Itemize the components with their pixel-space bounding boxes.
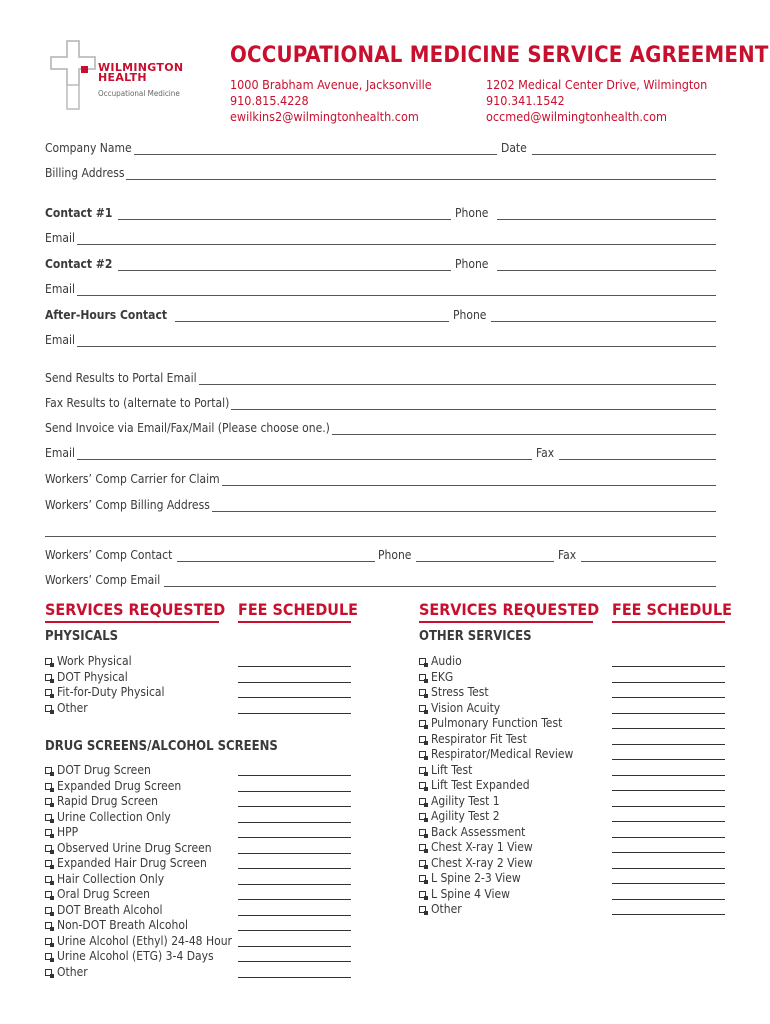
service-item-other[interactable]: [419, 763, 472, 779]
drug-screens-heading: DRUG SCREENS/ALCOHOL SCREENS: [45, 739, 278, 754]
service-item-drug[interactable]: [45, 794, 158, 810]
fee-line[interactable]: [238, 806, 351, 807]
checkbox[interactable]: [419, 689, 426, 696]
fee-line[interactable]: [612, 883, 725, 884]
checkbox[interactable]: [419, 906, 426, 913]
service-item-other[interactable]: [419, 654, 462, 670]
service-item-label: Urine Alcohol (ETG) 3-4 Days: [57, 949, 214, 963]
service-item-label: DOT Breath Alcohol: [57, 902, 163, 917]
service-item-label: Chest X-ray 2 View: [431, 855, 533, 870]
checkbox[interactable]: [419, 705, 426, 712]
invoice-fax-field[interactable]: Fax: [536, 444, 716, 460]
checkbox[interactable]: [45, 705, 52, 712]
page-title: OCCUPATIONAL MEDICINE SERVICE AGREEMENT: [230, 43, 769, 68]
service-item-other[interactable]: [419, 902, 462, 918]
service-item-other[interactable]: [419, 856, 533, 872]
service-item-label: L Spine 4 View: [431, 886, 510, 901]
service-item-label: Respirator/Medical Review: [431, 747, 574, 761]
checkbox[interactable]: [419, 813, 426, 820]
checkbox[interactable]: [419, 782, 426, 789]
fee-line[interactable]: [238, 884, 351, 885]
service-item-drug[interactable]: [45, 825, 78, 841]
checkbox[interactable]: [419, 829, 426, 836]
service-item-label: Lift Test Expanded: [431, 778, 530, 792]
fee-line[interactable]: [238, 930, 351, 931]
service-item-drug[interactable]: [45, 934, 232, 950]
service-item-label: Other: [57, 700, 88, 715]
fee-line[interactable]: [238, 822, 351, 823]
service-item-label: Chest X-ray 1 View: [431, 840, 533, 854]
fee-line[interactable]: [238, 868, 351, 869]
checkbox[interactable]: [45, 891, 52, 898]
checkbox[interactable]: [45, 689, 52, 696]
checkbox[interactable]: [45, 969, 52, 976]
fee-line[interactable]: [238, 946, 351, 947]
contact1-field[interactable]: Contact #1: [45, 204, 451, 220]
wc-carrier-field[interactable]: Workers’ Comp Carrier for Claim: [45, 470, 716, 486]
service-item-label: L Spine 2-3 View: [431, 871, 521, 885]
service-item-label: Pulmonary Function Test: [431, 716, 563, 730]
service-item-label: Audio: [431, 654, 462, 668]
service-item-label: Oral Drug Screen: [57, 887, 150, 901]
fee-line[interactable]: [612, 914, 725, 915]
checkbox[interactable]: [419, 720, 426, 727]
service-item-drug[interactable]: [45, 763, 151, 779]
fee-line[interactable]: [238, 961, 351, 962]
portal-email-field[interactable]: Send Results to Portal Email: [45, 369, 716, 385]
checkbox[interactable]: [419, 751, 426, 758]
date-field[interactable]: Date: [501, 139, 716, 155]
service-item-label: Urine Collection Only: [57, 809, 171, 824]
service-item-other[interactable]: [419, 716, 562, 732]
service-item-drug[interactable]: [45, 779, 181, 795]
fee-line[interactable]: [612, 744, 725, 745]
fee-line[interactable]: [238, 837, 351, 838]
fee-line[interactable]: [612, 697, 725, 698]
service-item-label: Urine Alcohol (Ethyl) 24-48 Hour: [57, 933, 232, 948]
fee-line[interactable]: [612, 790, 725, 791]
address-jacksonville: 1000 Brabham Avenue, Jacksonville 910.815.4228 ewilkins2@wilmingtonhealth.com: [230, 77, 432, 124]
service-item-drug[interactable]: [45, 856, 207, 872]
checkbox[interactable]: [45, 938, 52, 945]
service-item-other[interactable]: [419, 794, 500, 810]
contact2-phone-field[interactable]: Phone: [455, 255, 716, 271]
fee-line[interactable]: [238, 697, 351, 698]
checkbox[interactable]: [419, 875, 426, 882]
checkbox[interactable]: [45, 814, 52, 821]
after-hours-phone-field[interactable]: Phone: [453, 306, 716, 322]
wc-billing-address-line2[interactable]: [45, 521, 716, 537]
services-requested-heading-right: SERVICES REQUESTED: [419, 600, 593, 623]
fee-line[interactable]: [238, 915, 351, 916]
checkbox[interactable]: [45, 658, 52, 665]
service-item-label: Other: [431, 902, 462, 916]
fee-schedule-heading-right: FEE SCHEDULE: [612, 600, 725, 623]
checkbox[interactable]: [45, 907, 52, 914]
checkbox[interactable]: [45, 845, 52, 852]
service-item-drug[interactable]: [45, 872, 164, 888]
checkbox[interactable]: [419, 736, 426, 743]
fee-line[interactable]: [238, 899, 351, 900]
service-item-other[interactable]: [419, 685, 489, 701]
service-item-label: DOT Drug Screen: [57, 763, 151, 777]
service-item-other[interactable]: [419, 887, 510, 903]
service-item-drug[interactable]: [45, 841, 212, 857]
contact2-field[interactable]: Contact #2: [45, 255, 451, 271]
checkbox[interactable]: [45, 876, 52, 883]
checkbox[interactable]: [45, 860, 52, 867]
service-item-other[interactable]: [419, 825, 525, 841]
checkbox[interactable]: [45, 767, 52, 774]
service-item-label: Agility Test 1: [431, 793, 500, 808]
service-item-label: Work Physical: [57, 654, 132, 668]
checkbox[interactable]: [45, 783, 52, 790]
service-item-label: Back Assessment: [431, 824, 526, 839]
physicals-heading: PHYSICALS: [45, 629, 119, 644]
service-item-other[interactable]: [419, 747, 573, 763]
fee-line[interactable]: [238, 977, 351, 978]
service-item-physicals[interactable]: [45, 654, 132, 670]
fee-line[interactable]: [612, 868, 725, 869]
checkbox[interactable]: [45, 798, 52, 805]
checkbox[interactable]: [45, 953, 52, 960]
contact1-phone-field[interactable]: Phone: [455, 204, 716, 220]
service-item-label: Stress Test: [431, 685, 489, 699]
fee-line[interactable]: [238, 853, 351, 854]
company-name-field[interactable]: Company Name: [45, 139, 497, 155]
service-item-label: Non-DOT Breath Alcohol: [57, 918, 188, 932]
service-item-other[interactable]: [419, 778, 530, 794]
after-hours-contact-field[interactable]: After-Hours Contact: [45, 306, 449, 322]
service-item-label: Vision Acuity: [431, 700, 501, 715]
fax-results-field[interactable]: Fax Results to (alternate to Portal): [45, 394, 716, 410]
checkbox[interactable]: [419, 658, 426, 665]
service-item-label: Rapid Drug Screen: [57, 794, 158, 808]
send-invoice-field[interactable]: Send Invoice via Email/Fax/Mail (Please choose one.): [45, 419, 716, 435]
checkbox[interactable]: [419, 891, 426, 898]
service-item-label: Expanded Drug Screen: [57, 778, 182, 793]
service-item-label: Observed Urine Drug Screen: [57, 840, 212, 855]
checkbox[interactable]: [45, 922, 52, 929]
checkbox[interactable]: [419, 860, 426, 867]
fee-line[interactable]: [612, 775, 725, 776]
after-hours-email-field[interactable]: Email: [45, 331, 716, 347]
service-item-drug[interactable]: [45, 810, 171, 826]
fee-line[interactable]: [238, 775, 351, 776]
fee-line[interactable]: [612, 759, 725, 760]
service-item-drug[interactable]: [45, 903, 163, 919]
checkbox[interactable]: [419, 844, 426, 851]
fee-line[interactable]: [612, 728, 725, 729]
service-item-other[interactable]: [419, 809, 500, 825]
fee-line[interactable]: [238, 791, 351, 792]
service-item-other[interactable]: [419, 871, 521, 887]
other-services-heading: OTHER SERVICES: [419, 629, 532, 644]
services-requested-heading-left: SERVICES REQUESTED: [45, 600, 219, 623]
fee-line[interactable]: [612, 821, 725, 822]
service-item-physicals[interactable]: [45, 685, 165, 701]
wc-contact-field[interactable]: Workers’ Comp Contact: [45, 546, 375, 562]
fee-line[interactable]: [612, 682, 725, 683]
fee-line[interactable]: [612, 713, 725, 714]
checkbox[interactable]: [45, 674, 52, 681]
service-item-label: Respirator Fit Test: [431, 731, 527, 746]
service-item-drug[interactable]: [45, 949, 214, 965]
service-item-label: Fit-for-Duty Physical: [57, 685, 165, 699]
service-item-label: Other: [57, 964, 88, 979]
service-item-physicals[interactable]: [45, 670, 128, 686]
contact2-email-field[interactable]: Email: [45, 280, 716, 296]
service-item-label: Lift Test: [431, 762, 473, 777]
wc-phone-field[interactable]: Phone: [378, 546, 554, 562]
fee-line[interactable]: [612, 852, 725, 853]
logo-subtitle: Occupational Medicine: [98, 89, 180, 98]
logo-name: WILMINGTON HEALTH: [98, 61, 184, 84]
fee-line[interactable]: [238, 713, 351, 714]
contact1-email-field[interactable]: Email: [45, 229, 716, 245]
wc-email-field[interactable]: Workers’ Comp Email: [45, 571, 716, 587]
service-item-drug[interactable]: [45, 918, 188, 934]
checkbox[interactable]: [419, 674, 426, 681]
wilmington-health-logo: [50, 40, 96, 110]
service-item-other[interactable]: [419, 670, 453, 686]
checkbox[interactable]: [419, 767, 426, 774]
fee-schedule-heading-left: FEE SCHEDULE: [238, 600, 351, 623]
service-item-label: DOT Physical: [57, 669, 128, 684]
fee-line[interactable]: [238, 666, 351, 667]
service-item-drug[interactable]: [45, 965, 88, 981]
service-item-other[interactable]: [419, 732, 527, 748]
checkbox[interactable]: [45, 829, 52, 836]
service-item-other[interactable]: [419, 840, 533, 856]
service-item-physicals[interactable]: [45, 701, 88, 717]
fee-line[interactable]: [238, 682, 351, 683]
fee-line[interactable]: [612, 666, 725, 667]
fee-line[interactable]: [612, 837, 725, 838]
service-item-label: Agility Test 2: [431, 809, 500, 823]
address-wilmington: 1202 Medical Center Drive, Wilmington 910.341.1542 occmed@wilmingtonhealth.com: [486, 77, 708, 124]
billing-address-field[interactable]: Billing Address: [45, 164, 716, 180]
fee-line[interactable]: [612, 899, 725, 900]
wc-billing-address-field[interactable]: Workers’ Comp Billing Address: [45, 496, 716, 512]
service-item-drug[interactable]: [45, 887, 150, 903]
service-item-label: Hair Collection Only: [57, 871, 165, 886]
service-item-other[interactable]: [419, 701, 500, 717]
wc-fax-field[interactable]: Fax: [558, 546, 716, 562]
service-item-label: Expanded Hair Drug Screen: [57, 856, 207, 870]
fee-line[interactable]: [612, 806, 725, 807]
service-item-label: HPP: [57, 825, 79, 839]
checkbox[interactable]: [419, 798, 426, 805]
service-item-label: EKG: [431, 669, 454, 684]
invoice-email-field[interactable]: Email: [45, 444, 532, 460]
